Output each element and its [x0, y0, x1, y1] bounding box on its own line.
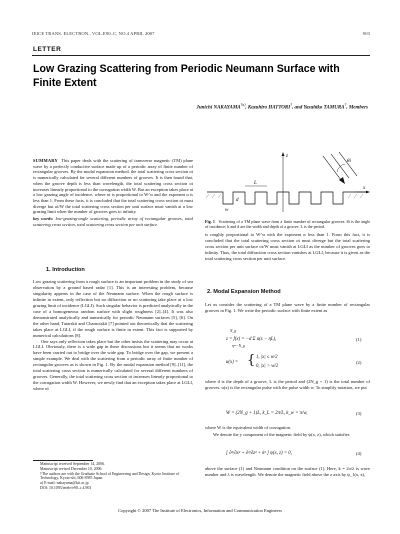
- depth-label: d: [236, 198, 239, 203]
- intro-paragraph-2: One says only reflection takes place but the other insists the scattering may occur at LGLI. Obviously, there is a wide gap in these discussions but it seems that no works have been carried out to bridge over the wide gap. To bridge over the gap, we present a simple example. We deal with the scattering from a periodic array of finite number of rectangular grooves as is shown in Fig. 1. By the modal expansion method [9]–[11], the total scattering cross section is numerically calculated for several different numbers of grooves. Generally, the total scattering cross section σt increases linearly proportional to the corrugation width W. However, we newly find that an exception takes place at LGLI, where σt: [33, 338, 193, 392]
- keywords-label: key words:: [33, 216, 54, 222]
- theta-label: θi: [347, 159, 351, 164]
- author-3-sup: †: [344, 103, 347, 107]
- equation-1-number: (1): [356, 337, 362, 342]
- copyright-line: Copyright © 2007 The Institute of Electronics, Information and Communication Engineers: [118, 508, 282, 513]
- figure-1: [205, 150, 370, 215]
- section-2-paragraph-5: above the surface (1) and Neumann condition on the surface (1). Here, k = 2π/λ is wave number and λ is wavelength. We denote the magnetic field above the z axis by ψ_1(x, z),: [205, 466, 370, 477]
- equation-2-lhs: u(x) =: [226, 360, 239, 365]
- section-1-body: [33, 279, 193, 392]
- section-2-heading: 2. Modal Expansion Method: [207, 289, 281, 295]
- incident-wave: [323, 152, 357, 180]
- author-1-sup: †a): [240, 103, 246, 107]
- groove-diagram: [205, 150, 370, 215]
- footnote-email: a) E-mail: nakayama@kit.ac.jp: [40, 481, 89, 486]
- surface-hatch: [206, 194, 363, 198]
- equation-4-number: (4): [356, 451, 362, 456]
- footnote-revised: Manuscript revised December 10, 2006.: [40, 466, 103, 471]
- x-label: x: [363, 186, 366, 191]
- paper-title: [33, 62, 373, 90]
- equation-2-case-2: 0, |x| > w/2: [256, 364, 279, 369]
- eq2-brace-icon: {: [247, 353, 256, 368]
- right-column-intro-continued: is roughly proportional to W^α with the exponent α less than 1. From this fact, it is concluded that the total scattering cross section σt must diverge but the total scattering cross section per unit surface σt/W must vanish at LGLI as the number of grooves goes to infinity. Thus, the total diffraction cross section vanishes at LGLI, because it is given as the total scattering cross section per unit surface.: [205, 232, 370, 261]
- author-role: , Members: [346, 105, 368, 111]
- footnotes: [40, 462, 195, 491]
- section-tag: LETTER: [33, 46, 62, 53]
- x-axis-arrow-icon: [366, 191, 370, 194]
- author-line: [38, 103, 368, 111]
- equation-2-number: (2): [356, 360, 362, 365]
- title-line-1: Low Grazing Scattering from Periodic Neumann Surface with: [33, 63, 340, 75]
- z-label: z: [286, 154, 288, 159]
- section-1-heading: 1. Introduction: [46, 267, 85, 273]
- footnote-affiliation: †The authors are with the Graduate School of Engineering and Design, Kyoto Institute of Technology, Kyoto-shi, 606-8585 Japan.: [40, 471, 180, 481]
- z-axis-arrow-icon: [282, 152, 285, 156]
- abstract-text: This paper deals with the scattering of transverse magnetic (TM) plane wave by a perfectly conductive surface made up of a periodic array of finite number of rectangular grooves. By the modal expansion method, the total scattering cross section σt is numerically calculated for several different numbers of grooves. It is then found that, when the groove depth is less than wavelength, the total scattering cross section σt increases linearly proportional to the corrugation width W. But an exception takes place at a low grazing angle of incidence, where σt is proportional to W^α and the exponent α is less than 1. From these facts, it is concluded that the total scattering cross section σt must diverge but σt/W the total scattering cross section per unit surface must vanish at a low grazing limit when the number of grooves goes to infinity.: [33, 158, 194, 215]
- period-label: L: [254, 181, 257, 186]
- figure-caption-text: Scattering of a TM plane wave from a finite number of rectangular grooves. θi is the angle of incidence; h and d are the width and depth of a groove. L is the period.: [205, 219, 371, 229]
- corrugated-surface: [207, 192, 367, 204]
- abstract-block: [33, 158, 193, 227]
- title-line-2: Finite Extent: [33, 77, 97, 89]
- equation-1: z = f(x) = −d Σ u(x − ηL),: [226, 337, 277, 342]
- equation-2-case-1: 1, |x| ≤ w/2: [256, 355, 278, 360]
- author-1: Junichi NAKAYAMA: [196, 105, 241, 111]
- keywords-text: low-grazing-angle scattering, periodic array of rectangular grooves, total scattering cross section, total scattering cross section per unit surface: [33, 216, 193, 227]
- figure-caption-label: Fig. 1: [205, 219, 215, 224]
- figure-caption: [205, 219, 370, 229]
- eq1-lower-limit: η=−N_g: [232, 344, 245, 348]
- section-2-paragraph-2: where d is the depth of a groove, L is the period and (2N_g + 1) is the total number of grooves. u(x) is the rectangular pulse with the pulse width w. To simplify notation, we put: [205, 379, 370, 390]
- footnote-doi: DOI: 10.1093/ietele/e90–c.4.903: [40, 485, 92, 490]
- journal-header: IEICE TRANS. ELECTRON., VOL.E90–C, NO.4 APRIL 2007: [32, 31, 155, 36]
- page-number: 903: [362, 31, 370, 36]
- top-rule: [32, 55, 370, 56]
- width-label: w: [225, 208, 229, 213]
- footnote-received: Manuscript received September 14, 2006.: [40, 462, 106, 466]
- section-2-paragraph-3: where W is the equivalent width of corrugation.: [205, 425, 292, 430]
- section-2-paragraph-4: We denote the y component of the magnetic field by ψ(x, z), which satisfies: [213, 432, 350, 437]
- abstract-label: SUMMARY: [33, 158, 58, 163]
- author-2: , Kazuhiro HATTORI: [245, 105, 291, 111]
- section-2-paragraph-1: Let us consider the scattering of a TM plane wave by a finite number of rectangular grooves in Fig. 1. We write the periodic surface with finite extent as: [205, 302, 370, 313]
- author-2-sup: †: [290, 103, 292, 107]
- equation-3-number: (3): [356, 411, 362, 416]
- equation-3: W = (2N_g + 1)L, k_L = 2π/L, k_w = π/w,: [226, 411, 308, 416]
- intro-paragraph-1: Low grazing scattering from a rough surface is an important problem in the study of sea observation by a ground based radar [1]. This is an interesting problem, because singularity appears in the case of the Neumann surface. When the rough surface is infinite in extent, only reflection but no diffraction or no scattering take place at a low grazing limit of incidence (LGLI). Such singular behavior is predicted analytically in the case of a homogeneous random surface with slight roughness [2]–[4]. It was also demonstrated analytically and numerically for periodic Neumann surfaces [5], [6]. On the other hand, Tatarskii and Charnotskii [7] pointed out theoretically that the scattering takes place at LGLI, if the rough surface is finite in extent. This fact is supported by numerical calculations [8].: [33, 279, 193, 338]
- author-3: , and Yasuhiko TAMURA: [292, 105, 345, 111]
- eq1-upper-limit: N_g: [230, 329, 236, 333]
- equation-4: [ ∂²/∂x² + ∂²/∂z² + k² ] ψ(x, z) = 0,: [226, 451, 292, 456]
